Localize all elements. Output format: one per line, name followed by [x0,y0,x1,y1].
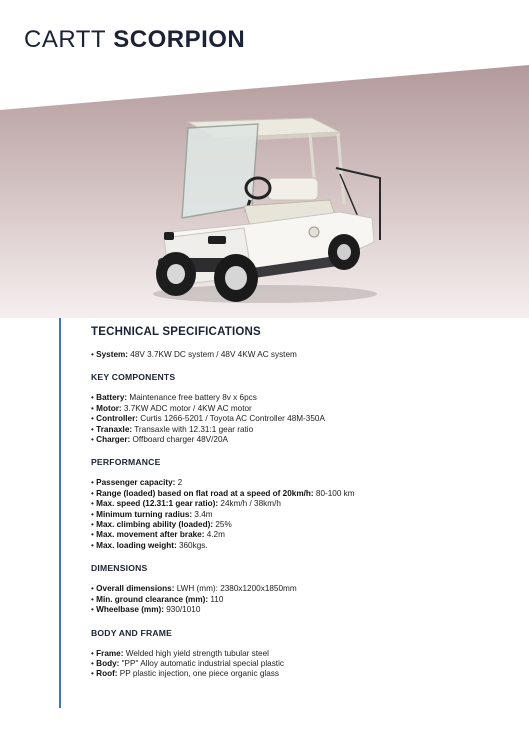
page-title [24,26,245,54]
spec-label: Overall dimensions: [96,584,175,594]
spec-label: Tranaxle: [96,424,133,434]
spec-label: Minimum turning radius: [96,509,193,519]
spec-value: 48V 3.7KW DC system / 48V 4KW AC system [128,350,297,359]
spec-label: System: [96,350,129,359]
spec-line: • Overall dimensions: LWH (mm): 2380x1200x1850mm [91,584,297,594]
spec-line: • Frame: Welded high yield strength tubular steel [91,648,269,658]
spec-value: Offboard charger 48V/20A [130,435,228,445]
spec-line: • Max. speed (12.31:1 gear ratio): 24km/h / 38km/h [91,499,281,509]
dimensions-group [91,584,511,615]
spec-value: 25% [213,520,232,530]
spec-label: Wheelbase (mm): [96,605,164,615]
spec-line: • Wheelbase (mm): 930/1010 [91,605,201,615]
spec-line: • Passenger capacity: 2 [91,478,183,488]
spec-value: Welded high yield strength tubular steel [123,648,269,658]
spec-value: 2 [175,478,183,488]
spec-label: Frame: [96,648,124,658]
dimensions-heading: DIMENSIONS [91,563,148,574]
spec-label: Charger: [96,435,131,445]
spec-label: Max. climbing ability (loaded): [96,520,214,530]
spec-line: • Range (loaded) based on flat road at a speed of 20km/h: 80-100 km [91,488,355,498]
spec-value: 360kgs. [176,540,208,550]
spec-label: Battery: [96,393,128,403]
spec-value: Transaxle with 12.31:1 gear ratio [132,424,254,434]
spec-value: 3.4m [192,509,213,519]
spec-label: Roof: [96,669,118,679]
spec-label: Body: [96,658,120,668]
spec-value: Maintenance free battery 8v x 6pcs [127,393,257,403]
spec-value: 80-100 km [313,488,355,498]
spec-line: • Tranaxle: Transaxle with 12.31:1 gear ratio [91,424,254,434]
spec-value: LWH (mm): 2380x1200x1850mm [174,584,297,594]
key-components-group [91,393,511,445]
spec-value: "PP" Alloy automatic industrial special plastic [119,658,284,668]
spec-label: Max. movement after brake: [96,530,205,540]
spec-value: 110 [208,594,224,604]
spec-value: Curtis 1266-5201 / Toyota AC Controller 48M-350A [138,414,325,424]
spec-line: • Roof: PP plastic injection, one piece organic glass [91,669,279,679]
technical-specifications-heading: TECHNICAL SPECIFICATIONS [91,326,261,338]
spec-label: Passenger capacity: [96,478,176,488]
spec-label: Controller: [96,414,139,424]
spec-line: • Motor: 3.7KW ADC motor / 4KW AC motor [91,403,252,413]
spec-value: 4.2m [204,530,225,540]
body-and-frame-group [91,649,511,680]
spec-line: • Minimum turning radius: 3.4m [91,509,213,519]
performance-heading: PERFORMANCE [91,457,161,468]
body-and-frame-heading: BODY AND FRAME [91,627,173,638]
spec-label: Max. speed (12.31:1 gear ratio): [96,499,219,509]
spec-line: • Max. loading weight: 360kgs. [91,540,208,550]
spec-line: • Battery: Maintenance free battery 8v x 6pcs [91,393,257,403]
spec-line: • Max. movement after brake: 4.2m [91,530,225,540]
spec-line: • Body: "PP" Alloy automatic industrial special plastic [91,658,284,668]
spec-value: PP plastic injection, one piece organic glass [117,669,279,679]
performance-group [91,478,511,551]
spec-value: 930/1010 [163,605,201,615]
spec-line-system: • System: 48V 3.7KW DC system / 48V 4KW AC system [91,350,297,359]
system-group [91,350,511,360]
key-components-heading: KEY COMPONENTS [91,372,176,383]
spec-label: Range (loaded) based on flat road at a speed of 20km/h: [96,488,314,498]
spec-line: • Min. ground clearance (mm): 110 [91,594,224,604]
accent-bar [59,318,61,708]
spec-value: 24km/h / 38km/h [218,499,281,509]
spec-label: Motor: [96,403,122,413]
spec-label: Min. ground clearance (mm): [96,594,209,604]
golf-cart-image [140,108,390,308]
brand-name: CARTT [24,26,107,53]
spec-line: • Charger: Offboard charger 48V/20A [91,435,228,445]
spec-value: 3.7KW ADC motor / 4KW AC motor [121,403,252,413]
spec-line: • Max. climbing ability (loaded): 25% [91,520,232,530]
specs-panel [91,326,511,692]
spec-line: • Controller: Curtis 1266-5201 / Toyota AC Controller 48M-350A [91,414,325,424]
model-name: SCORPION [113,26,246,53]
spec-label: Max. loading weight: [96,540,177,550]
